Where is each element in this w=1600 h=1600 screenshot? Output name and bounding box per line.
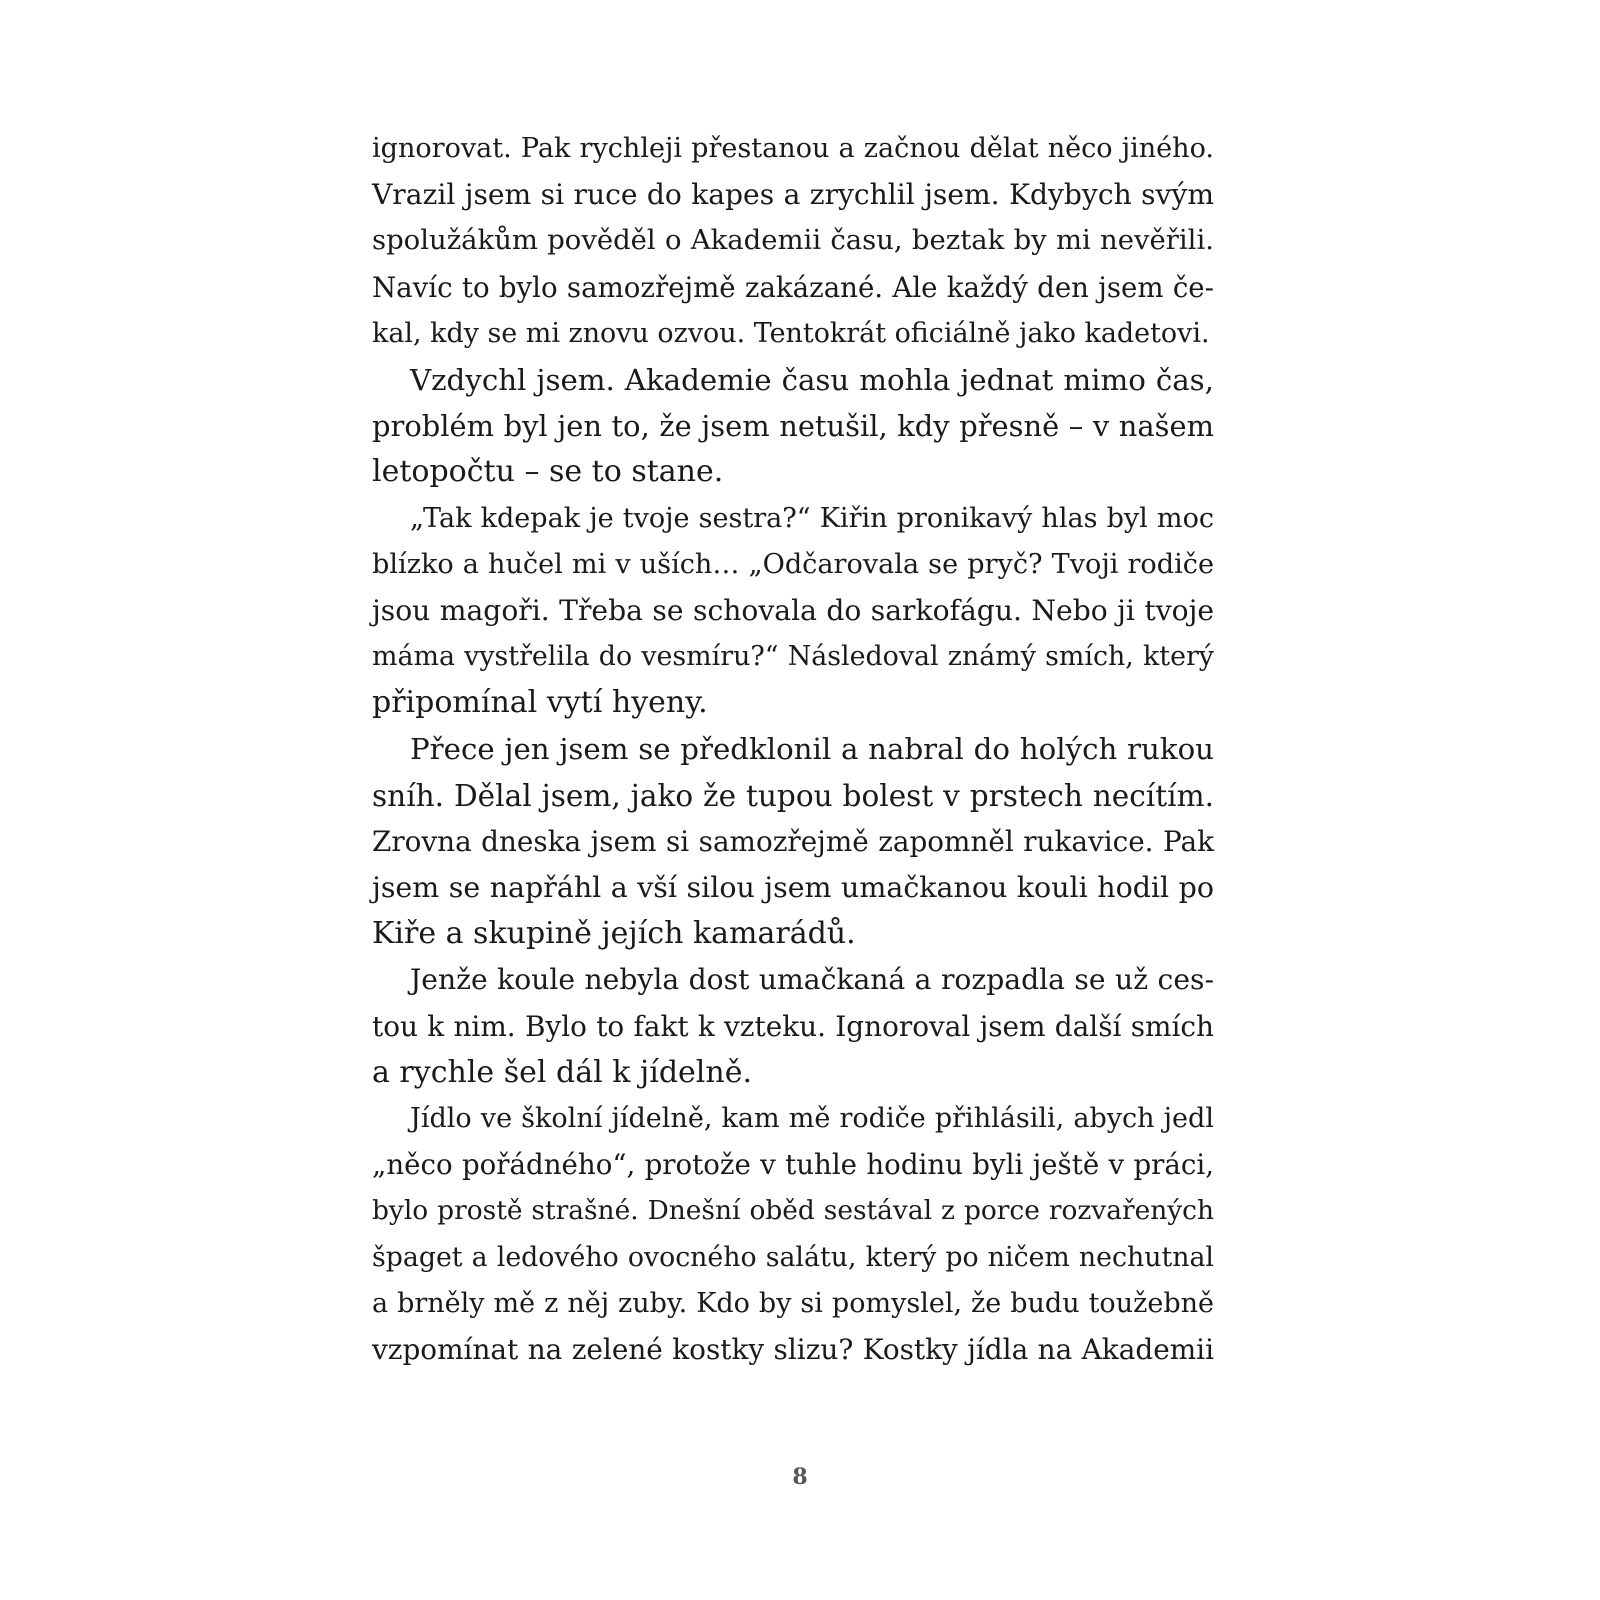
text-line: bylo prostě strašné. Dnešní oběd sestával z porce rozvařených: [372, 1195, 1214, 1227]
text-line: Jídlo ve školní jídelně, kam mě rodiče přihlásili, abych jedl: [410, 1102, 1214, 1134]
page-number: 8: [792, 1464, 808, 1490]
text-line: ignorovat. Pak rychleji přestanou a začnou dělat něco jiného.: [372, 133, 1214, 164]
text-line: kal, kdy se mi znovu ozvou. Tentokrát oficiálně jako kadetovi.: [372, 317, 1210, 349]
text-line: spolužákům pověděl o Akademii času, beztak by mi nevěřili.: [372, 225, 1214, 257]
text-line: „něco pořádného“, protože v tuhle hodinu byli ještě v práci,: [372, 1148, 1214, 1182]
body-text: [372, 126, 1214, 1373]
text-line: Zrovna dneska jsem si samozřejmě zapomněl rukavice. Pak: [372, 824, 1214, 858]
text-line: vzpomínat na zelené kostky slizu? Kostky jídla na Akademii: [372, 1332, 1214, 1366]
text-line: „Tak kdepak je tvoje sestra?“ Kiřin pronikavý hlas byl moc: [410, 502, 1214, 534]
text-line: letopočtu – se to stane.: [372, 454, 724, 490]
text-line: připomínal vytí hyeny.: [372, 685, 708, 721]
text-line: Kiře a skupině jejích kamarádů.: [372, 916, 856, 952]
text-line: jsem se napřáhl a vší silou jsem umačkanou kouli hodil po: [372, 871, 1214, 904]
text-line: Vrazil jsem si ruce do kapes a zrychlil jsem. Kdybych svým: [372, 178, 1214, 212]
text-line: a rychle šel dál k jídelně.: [372, 1054, 752, 1090]
text-line: špaget a ledového ovocného salátu, který po ničem nechutnal: [372, 1241, 1214, 1273]
text-line: jsou magoři. Třeba se schovala do sarkofágu. Nebo ji tvoje: [372, 593, 1214, 627]
text-line: tou k nim. Bylo to fakt k vzteku. Ignoroval jsem další smích: [372, 1009, 1214, 1043]
text-line: Navíc to bylo samozřejmě zakázané. Ale každý den jsem če-: [372, 270, 1214, 304]
text-line: sníh. Dělal jsem, jako že tupou bolest v prstech necítím.: [372, 778, 1214, 813]
text-line: Přece jen jsem se předklonil a nabral do holých rukou: [410, 732, 1214, 767]
text-line: problém byl jen to, že jsem netušil, kdy přesně – v našem: [372, 409, 1214, 444]
text-line: Vzdychl jsem. Akademie času mohla jednat mimo čas,: [410, 362, 1214, 397]
text-line: blízko a hučel mi v uších… „Odčarovala se pryč? Tvoji rodiče: [372, 548, 1214, 580]
text-line: máma vystřelila do vesmíru?“ Následoval známý smích, který: [372, 641, 1214, 673]
text-line: Jenže koule nebyla dost umačkaná a rozpadla se už ces-: [410, 963, 1214, 997]
text-line: a brněly mě z něj zuby. Kdo by si pomyslel, že budu toužebně: [372, 1287, 1214, 1319]
